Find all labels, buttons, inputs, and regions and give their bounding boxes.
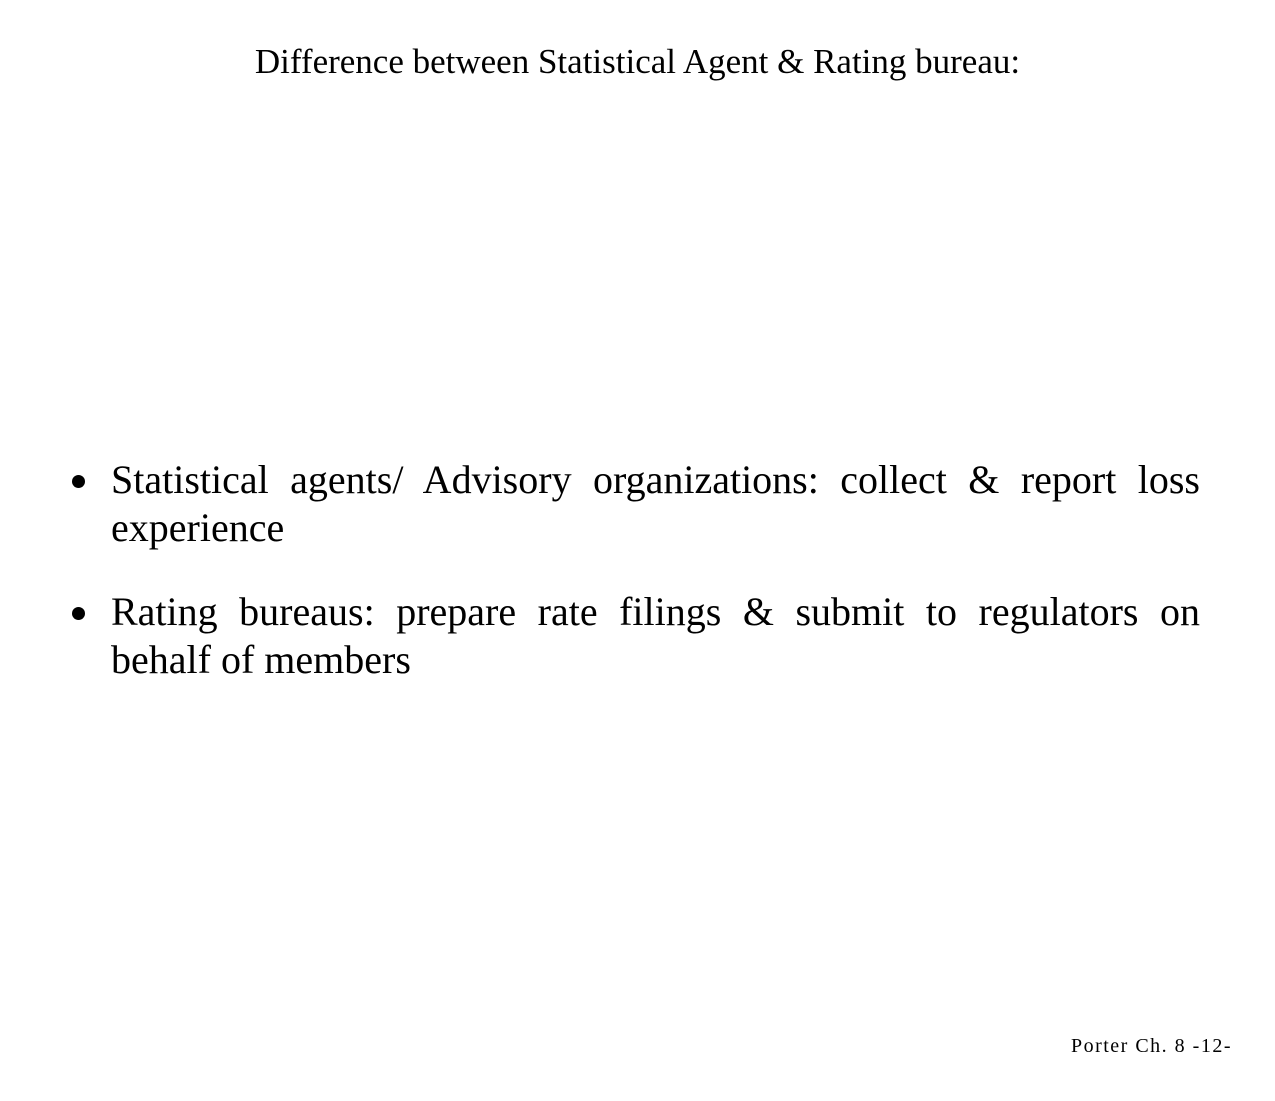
bullet-dot-icon [72,475,85,488]
bullet-text: Rating bureaus: prepare rate filings & submit to regulators on behalf of members [111,589,1200,682]
bullet-dot-icon [72,607,85,620]
bullet-list [68,456,1200,720]
bullet-item-rating-bureaus [68,588,1200,684]
slide-title: Difference between Statistical Agent & Rating bureau: [254,42,1021,81]
page-footer: Porter Ch. 8 -12- [1070,1035,1232,1057]
bullet-item-statistical-agents [68,456,1200,552]
bullet-text: Statistical agents/ Advisory organizations: collect & report loss experience [111,457,1200,550]
